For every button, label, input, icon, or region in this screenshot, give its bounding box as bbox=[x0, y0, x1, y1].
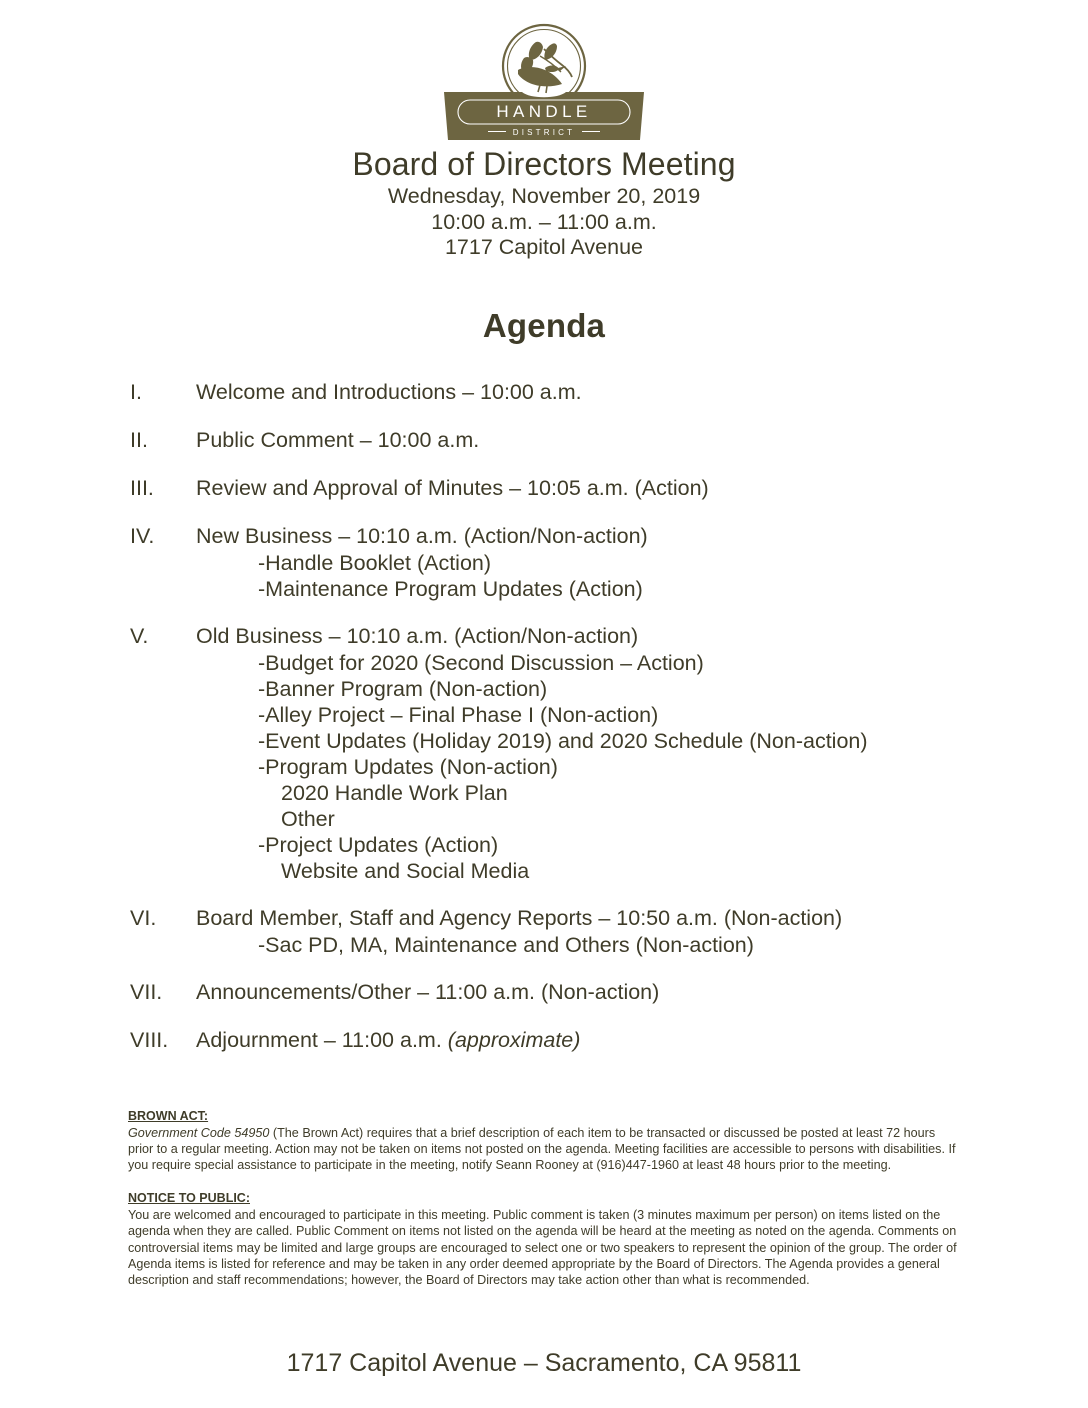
meeting-date: Wednesday, November 20, 2019 bbox=[387, 184, 701, 208]
agenda-item-row bbox=[0, 523, 1088, 550]
agenda-item-row bbox=[0, 379, 1088, 406]
agenda-item-numeral: IV. bbox=[130, 523, 155, 548]
agenda-subitem: -Project Updates (Action) bbox=[258, 832, 499, 857]
agenda-item-numeral: VI. bbox=[130, 905, 157, 930]
banner-subword: DISTRICT bbox=[512, 128, 576, 137]
agenda-item-text: Announcements/Other – 11:00 a.m. (Non-action) bbox=[196, 979, 660, 1004]
meeting-time: 10:00 a.m. – 11:00 a.m. bbox=[431, 209, 657, 234]
agenda-item bbox=[0, 1027, 1088, 1054]
banner-word: HANDLE bbox=[496, 102, 592, 121]
agenda-item-row bbox=[0, 905, 1088, 932]
agenda-item-row bbox=[0, 979, 1088, 1006]
agenda-item-text: Old Business – 10:10 a.m. (Action/Non-action) bbox=[196, 623, 639, 648]
agenda-subitem: -Program Updates (Non-action) bbox=[258, 754, 558, 779]
agenda-item-text: Board Member, Staff and Agency Reports – 10:50 a.m. (Non-action) bbox=[196, 905, 843, 930]
notice-to-public-heading: NOTICE TO PUBLIC: bbox=[128, 1190, 250, 1205]
fine-print-section bbox=[0, 1108, 1088, 1289]
agenda-item-numeral: II. bbox=[130, 427, 148, 452]
agenda-subitem: 2020 Handle Work Plan bbox=[281, 780, 508, 805]
brown-act-body bbox=[128, 1125, 960, 1174]
agenda-item bbox=[0, 623, 1088, 884]
agenda-item-numeral: I. bbox=[130, 379, 142, 404]
agenda-item-row bbox=[0, 475, 1088, 502]
agenda-item-text: Welcome and Introductions – 10:00 a.m. bbox=[196, 379, 582, 404]
agenda-subitem: -Alley Project – Final Phase I (Non-action) bbox=[258, 702, 659, 727]
agenda-subitem: -Banner Program (Non-action) bbox=[258, 676, 548, 701]
document-header bbox=[0, 144, 1088, 261]
handle-district-logo bbox=[444, 22, 644, 140]
agenda-subitem: Website and Social Media bbox=[281, 858, 530, 883]
agenda-item bbox=[0, 905, 1088, 958]
agenda-subitem: -Event Updates (Holiday 2019) and 2020 Schedule (Non-action) bbox=[258, 728, 868, 753]
agenda-item-numeral: VII. bbox=[130, 979, 163, 1004]
agenda-item-text bbox=[196, 1027, 580, 1054]
brown-act-block bbox=[128, 1108, 960, 1174]
agenda-list bbox=[0, 379, 1088, 1054]
footer-address: 1717 Capitol Avenue – Sacramento, CA 95811 bbox=[286, 1349, 802, 1377]
agenda-item-text: Public Comment – 10:00 a.m. bbox=[196, 427, 480, 452]
agenda-item-numeral: III. bbox=[130, 475, 154, 500]
agenda-item-text-italic: (approximate) bbox=[447, 1027, 581, 1052]
agenda-subitem: -Sac PD, MA, Maintenance and Others (Non-action) bbox=[258, 932, 754, 957]
agenda-subitem: Other bbox=[281, 806, 335, 831]
handle-district-banner bbox=[444, 88, 644, 140]
agenda-item-row bbox=[0, 623, 1088, 650]
meeting-location: 1717 Capitol Avenue bbox=[444, 235, 644, 259]
agenda-item-text: New Business – 10:10 a.m. (Action/Non-action) bbox=[196, 523, 648, 548]
brown-act-citation: Government Code 54950 bbox=[128, 1125, 270, 1140]
agenda-heading: Agenda bbox=[482, 306, 606, 344]
notice-to-public-body: You are welcomed and encouraged to participate in this meeting. Public comment is taken (3 minutes maximum per person) on items listed on the agenda when they are called. Public Comment on items not listed on the agenda will be heard at the meeting as noted on the agenda. Comments on controversial items may be limited and large groups are encouraged to select one or two speakers to represent the opinion of the group. The order of Agenda items is listed for reference and may be taken in any order deemed appropriate by the Board of Directors. The Agenda provides a general description and staff recommendations; however, the Board of Directors may take action other than what is recommended. bbox=[128, 1207, 957, 1288]
page-title: Board of Directors Meeting bbox=[352, 146, 736, 182]
agenda-item bbox=[0, 979, 1088, 1006]
agenda-item-text-plain: Adjournment – 11:00 a.m. bbox=[196, 1027, 448, 1052]
brown-act-heading: BROWN ACT: bbox=[128, 1108, 209, 1123]
agenda-item bbox=[0, 523, 1088, 602]
notice-to-public-block bbox=[128, 1190, 960, 1289]
logo-container bbox=[0, 0, 1088, 140]
agenda-item-row bbox=[0, 1027, 1088, 1054]
agenda-item bbox=[0, 379, 1088, 406]
agenda-item bbox=[0, 475, 1088, 502]
agenda-item bbox=[0, 427, 1088, 454]
agenda-item-row bbox=[0, 427, 1088, 454]
agenda-item-numeral: V. bbox=[130, 623, 149, 648]
agenda-subitem: -Budget for 2020 (Second Discussion – Action) bbox=[258, 650, 704, 675]
agenda-subitem: -Maintenance Program Updates (Action) bbox=[258, 576, 643, 601]
agenda-subitem: -Handle Booklet (Action) bbox=[258, 550, 492, 575]
agenda-item-text: Review and Approval of Minutes – 10:05 a.m. (Action) bbox=[196, 475, 709, 500]
brown-act-text: (The Brown Act) requires that a brief description of each item to be transacted or discussed be posted at least 72 hours prior to a regular meeting. Action may not be taken on items not posted on the agenda. Meeting facilities are accessible to persons with disabilities. If you require special assistance to participate in the meeting, notify Seann Rooney at (916)447-1960 at least 48 hours prior to the meeting. bbox=[128, 1125, 956, 1173]
agenda-item-numeral: VIII. bbox=[130, 1027, 169, 1052]
